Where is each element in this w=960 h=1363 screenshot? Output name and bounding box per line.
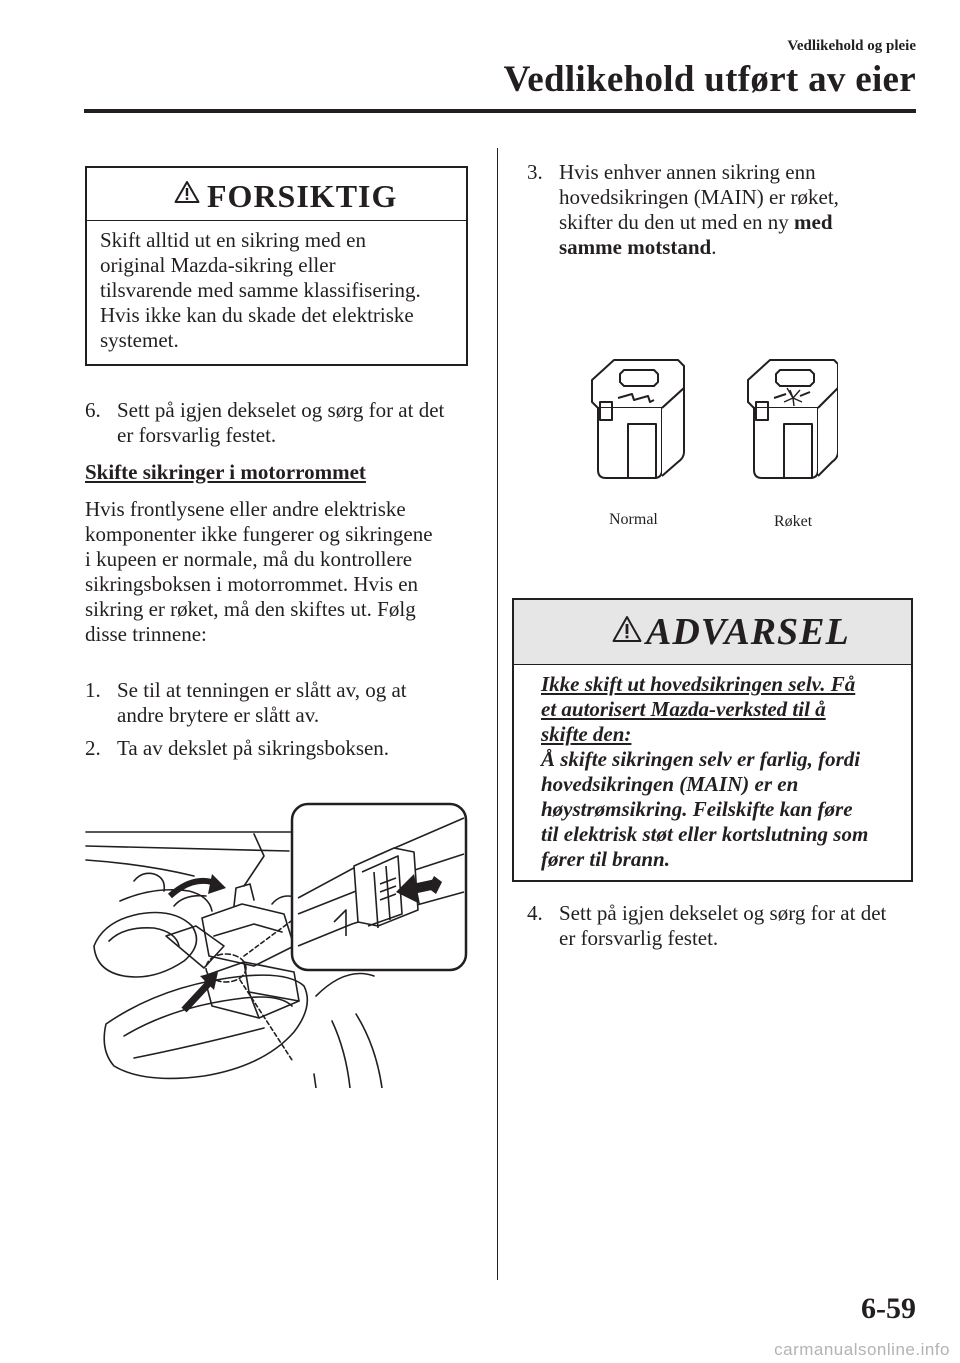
step-line: Sett på igjen dekselet og sørg for at det	[559, 901, 887, 925]
step-number: 3.	[527, 160, 543, 184]
header-rule	[84, 109, 916, 113]
step-line: Hvis enhver annen sikring enn	[559, 160, 816, 184]
warning-line-underlined: et autorisert Mazda-verksted til å	[541, 697, 826, 721]
warning-line: Å skifte sikringen selv er farlig, fordi	[541, 747, 861, 771]
step-line: er forsvarlig festet.	[117, 423, 277, 447]
column-divider	[497, 148, 498, 1280]
caution-box	[85, 166, 468, 366]
step-number: 1.	[85, 678, 101, 702]
step-line	[559, 235, 909, 260]
fuse-label-blown: Røket	[774, 513, 813, 530]
paragraph-line: i kupeen er normale, må du kontrollere	[85, 547, 413, 571]
caution-line: Skift alltid ut en sikring med en	[100, 228, 366, 252]
warning-line: fører til brann.	[541, 847, 670, 871]
caution-line: original Mazda-sikring eller	[100, 253, 336, 277]
step-line: Sett på igjen dekselet og sørg for at det	[117, 398, 445, 422]
step-line: Se til at tenningen er slått av, og at	[117, 678, 407, 702]
step-number: 2.	[85, 736, 101, 760]
step-number: 6.	[85, 398, 101, 422]
section-subheading: Skifte sikringer i motorrommet	[85, 460, 366, 484]
caution-text	[100, 228, 460, 353]
warning-triangle-icon	[174, 180, 200, 204]
caution-header	[87, 168, 466, 221]
running-header-section: Vedlikehold og pleie	[787, 38, 916, 54]
paragraph-line: sikring er røket, må den skiftes ut. Følg	[85, 597, 416, 621]
paragraph-line: disse trinnene:	[85, 622, 207, 646]
watermark: carmanualsonline.info	[774, 1340, 950, 1359]
step-text: .	[711, 235, 717, 259]
step-line: andre brytere er slått av.	[117, 703, 320, 727]
warning-title: ADVARSEL	[646, 611, 850, 653]
step-line	[559, 210, 909, 235]
step-line: Ta av dekslet på sikringsboksen.	[117, 736, 390, 760]
warning-line: hovedsikringen (MAIN) er en	[541, 772, 799, 796]
step-number: 4.	[527, 901, 543, 925]
fuse-label-normal: Normal	[609, 511, 658, 528]
step-line: er forsvarlig festet.	[559, 926, 719, 950]
paragraph-line: komponenter ikke fungerer og sikringene	[85, 522, 433, 546]
engine-bay-fuse-box-illustration	[84, 796, 470, 1088]
warning-line: høystrømsikring. Feilskifte kan føre	[541, 797, 853, 821]
step-text-bold: med	[794, 210, 833, 234]
intro-paragraph	[85, 497, 475, 647]
warning-line-underlined: Ikke skift ut hovedsikringen selv. Få	[541, 672, 856, 696]
step-text: skifter du den ut med en ny	[559, 210, 795, 234]
warning-line-underlined: skifte den:	[541, 722, 632, 746]
step-line: hovedsikringen (MAIN) er røket,	[559, 185, 839, 209]
step-text-bold: samme motstand	[559, 235, 712, 259]
page-number: 6-59	[861, 1292, 916, 1325]
warning-header	[514, 600, 911, 665]
caution-line: tilsvarende med samme klassifisering.	[100, 278, 421, 302]
caution-line: Hvis ikke kan du skade det elektriske	[100, 303, 414, 327]
warning-triangle-icon	[612, 615, 642, 643]
warning-line: til elektrisk støt eller kortslutning som	[541, 822, 869, 846]
page-title: Vedlikehold utført av eier	[503, 59, 916, 100]
warning-text	[541, 672, 901, 872]
fuse-comparison-illustration	[588, 352, 838, 486]
caution-title: FORSIKTIG	[207, 178, 398, 214]
caution-line: systemet.	[100, 328, 179, 352]
paragraph-line: sikringsboksen i motorrommet. Hvis en	[85, 572, 419, 596]
warning-box	[512, 598, 913, 882]
paragraph-line: Hvis frontlysene eller andre elektriske	[85, 497, 406, 521]
